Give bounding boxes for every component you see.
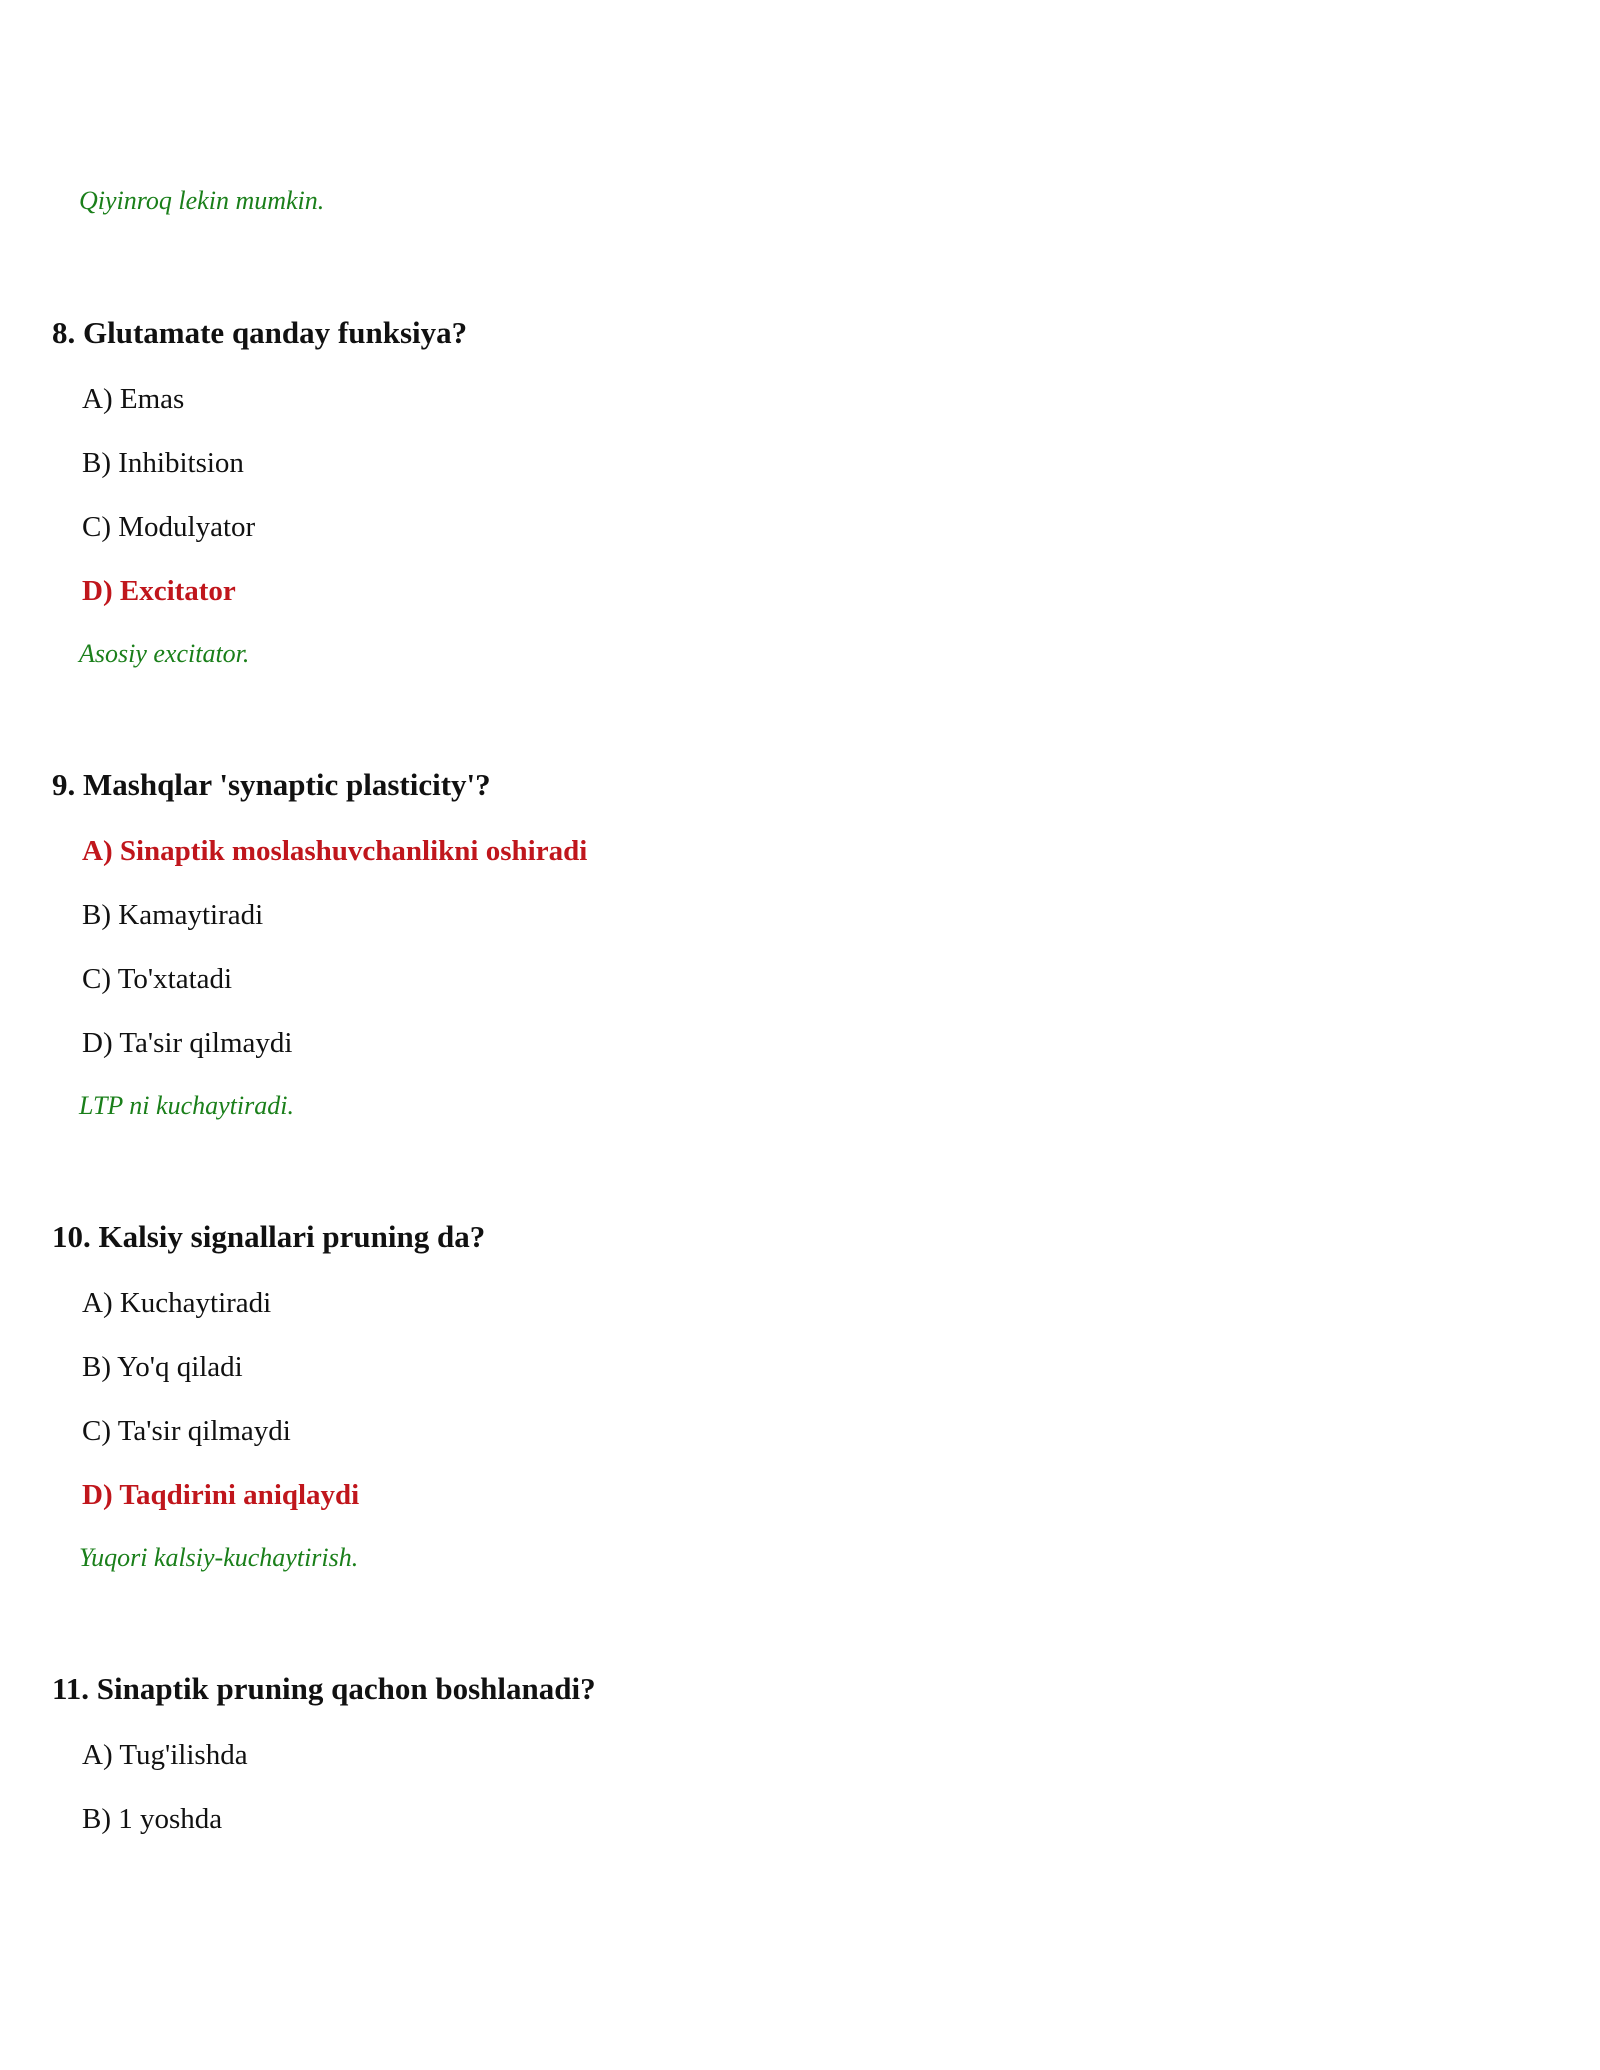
- answer-option: A) Kuchaytiradi: [82, 1287, 272, 1319]
- explanation-text: Asosiy excitator.: [79, 639, 250, 668]
- answer-option: B) Inhibitsion: [82, 447, 244, 479]
- answer-option: C) Modulyator: [82, 511, 256, 543]
- correct-answer-option: A) Sinaptik moslashuvchanlikni oshiradi: [82, 835, 588, 867]
- correct-answer-option: D) Taqdirini aniqlaydi: [82, 1479, 360, 1511]
- answer-option: B) Kamaytiradi: [82, 899, 264, 931]
- answer-option: B) 1 yoshda: [82, 1803, 223, 1835]
- answer-option: C) To'xtatadi: [82, 963, 233, 995]
- explanation-text: LTP ni kuchaytiradi.: [79, 1091, 294, 1120]
- question-title: 8. Glutamate qanday funksiya?: [52, 315, 468, 350]
- question-title: 9. Mashqlar 'synaptic plasticity'?: [52, 767, 491, 802]
- answer-option: A) Emas: [82, 383, 185, 415]
- answer-option: D) Ta'sir qilmaydi: [82, 1027, 293, 1059]
- question-title: 10. Kalsiy signallari pruning da?: [52, 1219, 486, 1254]
- answer-option: B) Yo'q qiladi: [82, 1351, 243, 1383]
- answer-option: C) Ta'sir qilmaydi: [82, 1415, 291, 1447]
- question-title: 11. Sinaptik pruning qachon boshlanadi?: [52, 1671, 596, 1706]
- correct-answer-option: D) Excitator: [82, 575, 236, 607]
- explanation-text: Qiyinroq lekin mumkin.: [79, 186, 325, 215]
- explanation-text: Yuqori kalsiy-kuchaytirish.: [79, 1543, 359, 1572]
- answer-option: A) Tug'ilishda: [82, 1739, 248, 1771]
